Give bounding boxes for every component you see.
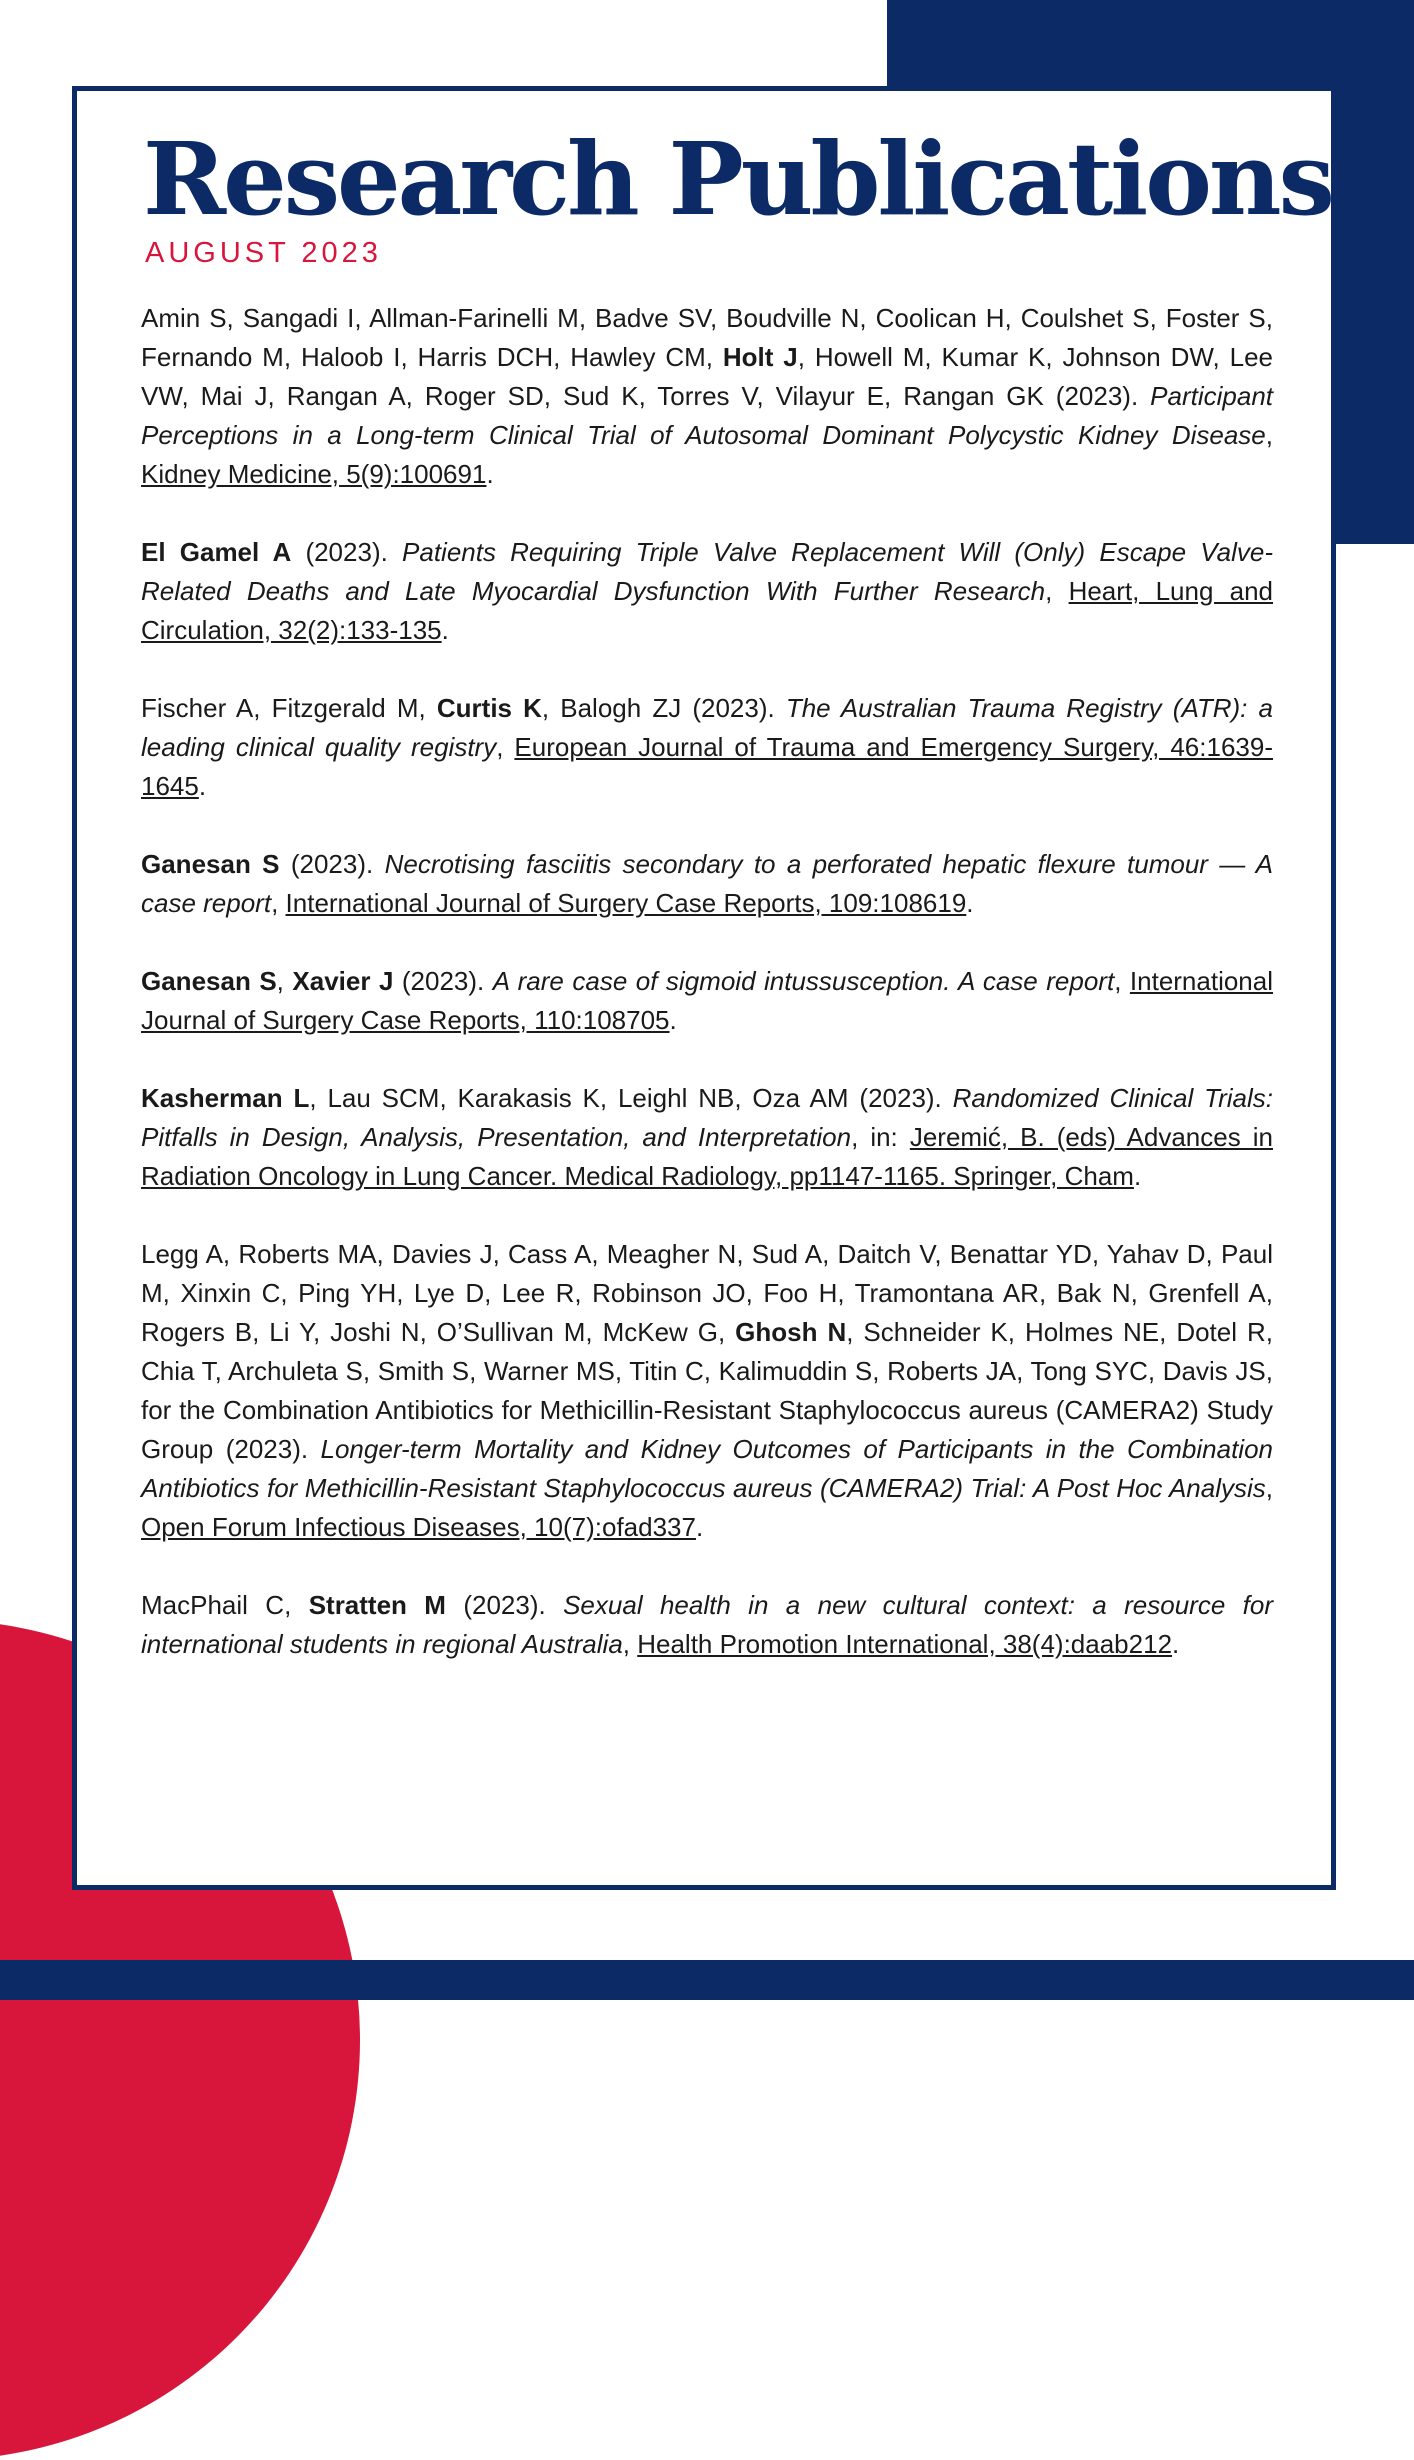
decorative-navy-footer-bar — [0, 1960, 1414, 2000]
publication-year: (2023). — [848, 1083, 953, 1113]
journal-link[interactable]: Jeremić, B. (eds) Advances in Radiation Oncology in Lung Cancer. Medical Radiology, pp1147-1165. Springer, Cham — [141, 1122, 1273, 1191]
highlighted-author: Kasherman L — [141, 1083, 310, 1113]
journal-link[interactable]: Open Forum Infectious Diseases, 10(7):ofad337 — [141, 1512, 696, 1542]
journal-link[interactable]: Health Promotion International, 38(4):daab212 — [637, 1629, 1173, 1659]
publication-title: A rare case of sigmoid intussusception. A case report — [492, 966, 1115, 996]
authors — [141, 537, 291, 567]
journal-link[interactable]: Kidney Medicine, 5(9):100691 — [141, 459, 487, 489]
publication-entry: Ganesan S, Xavier J (2023). A rare case of sigmoid intussusception. A case report, International Journal of Surgery Case Reports, 110:108705. — [141, 966, 1274, 1035]
publication-entry: Amin S, Sangadi I, Allman-Farinelli M, Badve SV, Boudville N, Coolican H, Coulshet S, Foster S, Fernando M, Haloob I, Harris DCH, Hawley CM, Holt J, Howell M, Kumar K, Johnson DW, Lee VW, Mai J, Rangan A, Roger SD, Sud K, Torres V, Vilayur E, Rangan GK (2023). Participant Perceptions in a Long-term Clinical Trial of Autosomal Dominant Polycystic Kidney Disease, Kidney Medicine, 5(9):100691. — [141, 303, 1274, 489]
highlighted-author: Stratten M — [308, 1590, 446, 1620]
publication-year: (2023). — [445, 1590, 564, 1620]
highlighted-author: Holt J — [722, 342, 798, 372]
authors: Amin S, Sangadi I, Allman-Farinelli M, Badve SV, Boudville N, Coolican H, Coulshet S, Foster S, Fernando M, Haloob I, Harris DCH, Hawley CM, Holt J, Howell M, Kumar K, Johnson DW, Lee VW, Mai J, Rangan A, Roger SD, Sud K, Torres V, Vilayur E, Rangan GK — [141, 303, 1273, 411]
publication-title: Necrotising fasciitis secondary to a perforated hepatic flexure tumour — A case report — [141, 849, 1274, 918]
journal-link[interactable]: International Journal of Surgery Case Reports, 109:108619 — [285, 888, 967, 918]
publication-title: Sexual health in a new cultural context: a resource for international students in regional Australia — [141, 1590, 1273, 1659]
publication-title: Participant Perceptions in a Long-term Clinical Trial of Autosomal Dominant Polycystic Kidney Disease — [141, 381, 1274, 450]
publication-year: (2023). — [213, 1434, 321, 1464]
authors: MacPhail C, Stratten M — [141, 1590, 446, 1620]
authors: Ganesan S, Xavier J — [141, 966, 394, 996]
publication-entry: El Gamel A (2023). Patients Requiring Triple Valve Replacement Will (Only) Escape Valve-Related Deaths and Late Myocardial Dysfunction With Further Research, Heart, Lung and Circulation, 32(2):133-135. — [141, 537, 1274, 645]
publication-year: (2023). — [291, 537, 403, 567]
publication-year: (2023). — [681, 693, 786, 723]
page-subtitle-date: AUGUST 2023 — [145, 237, 382, 269]
publication-year: (2023). — [279, 849, 385, 879]
highlighted-author: Ganesan S — [141, 849, 280, 879]
authors: Legg A, Roberts MA, Davies J, Cass A, Meagher N, Sud A, Daitch V, Benattar YD, Yahav D, Paul M, Xinxin C, Ping YH, Lye D, Lee R, Robinson JO, Foo H, Tramontana AR, Bak N, Grenfell A, Rogers B, Li Y, Joshi N, O’Sullivan M, McKew G, Ghosh N, Schneider K, Holmes NE, Dotel R, Chia T, Archuleta S, Smith S, Warner MS, Titin C, Kalimuddin S, Roberts JA, Tong SYC, Davis JS, for the Combination Antibiotics for Methicillin-Resistant Staphylococcus aureus (CAMERA2) Study Group — [141, 1239, 1273, 1464]
publication-entry: Fischer A, Fitzgerald M, Curtis K, Balogh ZJ (2023). The Australian Trauma Registry (ATR): a leading clinical quality registry, European Journal of Trauma and Emergency Surgery, 46:1639-1645. — [141, 693, 1273, 801]
highlighted-author: El Gamel A — [141, 537, 292, 567]
authors: Fischer A, Fitzgerald M, Curtis K, Balogh ZJ — [141, 693, 682, 723]
publication-title: The Australian Trauma Registry (ATR): a leading clinical quality registry — [141, 693, 1273, 762]
publication-list — [141, 299, 1273, 1703]
journal-link[interactable]: International Journal of Surgery Case Reports, 110:108705 — [141, 966, 1274, 1035]
publication-entry: Kasherman L, Lau SCM, Karakasis K, Leighl NB, Oza AM (2023). Randomized Clinical Trials: Pitfalls in Design, Analysis, Presentation, and Interpretation, in: Jeremić, B. (eds) Advances in Radiation Oncology in Lung Cancer. Medical Radiology, pp1147-1165. Springer, Cham. — [141, 1083, 1273, 1191]
publication-title: Randomized Clinical Trials: Pitfalls in Design, Analysis, Presentation, and Interpretation — [141, 1083, 1273, 1152]
highlighted-author: Ganesan S — [141, 966, 277, 996]
journal-link[interactable]: Heart, Lung and Circulation, 32(2):133-135 — [141, 576, 1274, 645]
authors: Kasherman L, Lau SCM, Karakasis K, Leighl NB, Oza AM — [141, 1083, 849, 1113]
publication-entry: MacPhail C, Stratten M (2023). Sexual health in a new cultural context: a resource for international students in regional Australia, Health Promotion International, 38(4):daab212. — [141, 1590, 1273, 1659]
publication-year: (2023). — [393, 966, 493, 996]
page-title: Research Publications — [143, 120, 1332, 238]
journal-link[interactable]: European Journal of Trauma and Emergency Surgery, 46:1639-1645 — [141, 732, 1273, 801]
publication-title: Longer-term Mortality and Kidney Outcomes of Participants in the Combination Antibiotics for Methicillin-Resistant Staphylococcus aureus (CAMERA2) Trial: A Post Hoc Analysis — [141, 1434, 1274, 1503]
highlighted-author: Curtis K — [436, 693, 542, 723]
publication-entry: Legg A, Roberts MA, Davies J, Cass A, Meagher N, Sud A, Daitch V, Benattar YD, Yahav D, Paul M, Xinxin C, Ping YH, Lye D, Lee R, Robinson JO, Foo H, Tramontana AR, Bak N, Grenfell A, Rogers B, Li Y, Joshi N, O’Sullivan M, McKew G, Ghosh N, Schneider K, Holmes NE, Dotel R, Chia T, Archuleta S, Smith S, Warner MS, Titin C, Kalimuddin S, Roberts JA, Tong SYC, Davis JS, for the Combination Antibiotics for Methicillin-Resistant Staphylococcus aureus (CAMERA2) Study Group (2023). Longer-term Mortality and Kidney Outcomes of Participants in the Combination Antibiotics for Methicillin-Resistant Staphylococcus aureus (CAMERA2) Trial: A Post Hoc Analysis, Open Forum Infectious Diseases, 10(7):ofad337. — [141, 1239, 1274, 1542]
highlighted-author: Xavier J — [292, 966, 394, 996]
publication-entry: Ganesan S (2023). Necrotising fasciitis secondary to a perforated hepatic flexure tumour — A case report, International Journal of Surgery Case Reports, 109:108619. — [141, 849, 1274, 918]
publication-year: (2023). — [1043, 381, 1151, 411]
authors — [141, 849, 280, 879]
publications-panel — [72, 86, 1336, 1890]
highlighted-author: Ghosh N — [735, 1317, 847, 1347]
publication-title: Patients Requiring Triple Valve Replacement Will (Only) Escape Valve-Related Deaths and Late Myocardial Dysfunction With Further Research — [141, 537, 1273, 606]
